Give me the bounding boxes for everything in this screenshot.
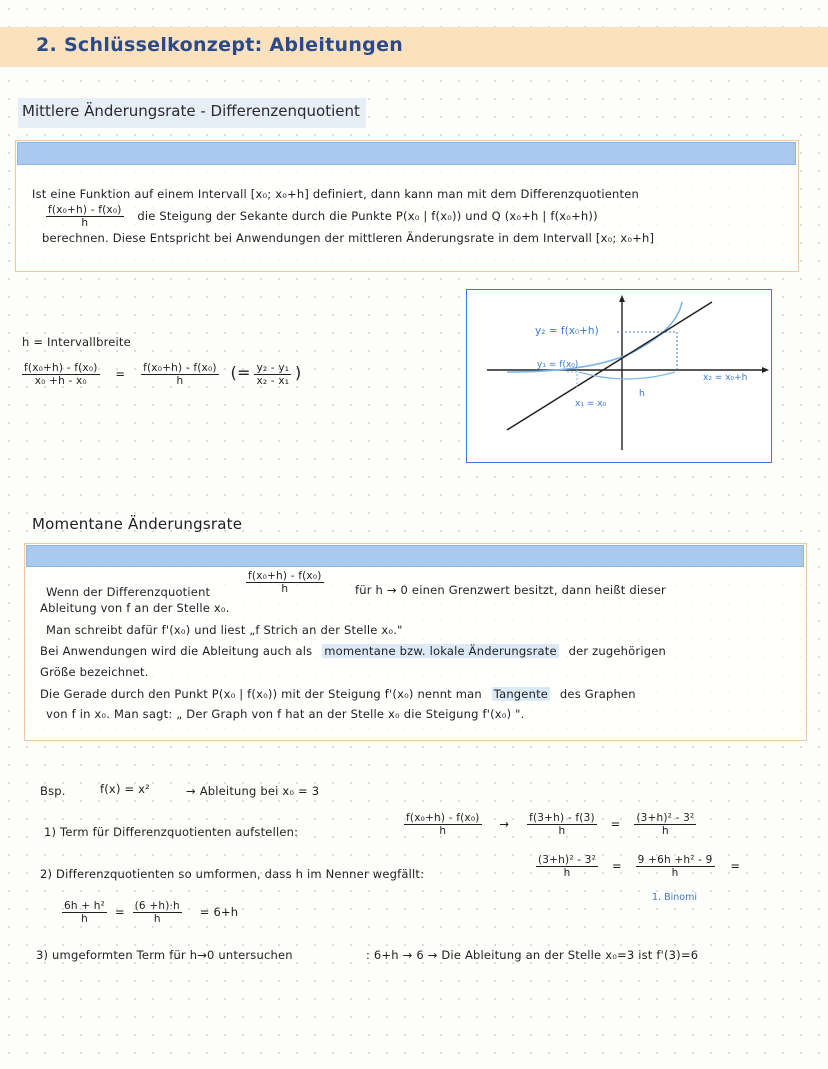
step1-text: 1) Term für Differenzquotienten aufstellen: xyxy=(44,825,299,839)
highlight-momentary-rate: momentane bzw. lokale Änderungsrate xyxy=(324,644,557,658)
step2-formula: $\frac{\text{(3+h)² - 3²}}{h}$ = $\frac{\text{9 +6h +h² - 9}}{h}$ = xyxy=(538,854,741,879)
mean-rate-formula: $\frac{\text{f(x₀+h) - f(x₀)}}{\text{x₀ +h - x₀}}$ = $\frac{\text{f(x₀+h) - f(x₀)}}{h}$ (= $\frac{\text{y₂ - y₁}}{\text{x₂ - x₁}}$ ) xyxy=(24,362,302,387)
section-heading-momentary-rate: Momentane Änderungsrate xyxy=(32,515,243,533)
interval-width-label: h = Intervallbreite xyxy=(22,335,131,349)
def2-line6: Die Gerade durch den Punkt P(x₀ | f(x₀)) mit der Steigung f'(x₀) nennt man Tangente des Graphen xyxy=(40,687,636,701)
secant-graph xyxy=(466,289,772,463)
x-axis-arrow xyxy=(762,367,769,373)
example-label: Bsp. xyxy=(40,784,66,798)
y2-label: y₂ = f(x₀+h) xyxy=(535,325,599,337)
def2-line3: Man schreibt dafür f'(x₀) und liest „f Strich an der Stelle x₀." xyxy=(46,623,403,637)
momentary-fraction: $\frac{\text{f(x₀+h) - f(x₀)}}{h}$ xyxy=(248,570,322,595)
def2-line2: Ableitung von f an der Stelle x₀. xyxy=(40,601,230,615)
h-brace xyxy=(579,372,675,379)
def2-line1b: für h → 0 einen Grenzwert besitzt, dann heißt dieser xyxy=(355,583,666,597)
step2-text: 2) Differenzquotienten so umformen, dass h im Nenner wegfällt: xyxy=(40,867,425,881)
h-label: h xyxy=(639,389,645,399)
section-heading-mean-rate: Mittlere Änderungsrate - Differenzenquotient xyxy=(18,98,366,128)
def2-line7: von f in x₀. Man sagt: „ Der Graph von f hat an der Stelle x₀ die Steigung f'(x₀) ". xyxy=(46,707,525,721)
def1-line1: Ist eine Funktion auf einem Intervall [x₀; x₀+h] definiert, dann kann man mit dem Differenzquotienten xyxy=(32,187,639,201)
step3-result: : 6+h → 6 → Die Ableitung an der Stelle x₀=3 ist f'(3)=6 xyxy=(366,948,699,962)
highlight-tangent: Tangente xyxy=(493,687,549,701)
step1-formula: $\frac{\text{f(x₀+h) - f(x₀)}}{h}$ → $\frac{f(3+h) - f(3)}{h}$ = $\frac{\text{(3+h)² - 3²}}{h}$ xyxy=(406,812,695,837)
def1-line3: berechnen. Diese Entspricht bei Anwendungen der mittleren Änderungsrate in dem Intervall [x₀; x₀+h] xyxy=(42,231,655,245)
step3-text: 3) umgeformten Term für h→0 untersuchen xyxy=(36,948,293,962)
example-function: f(x) = x² xyxy=(100,782,150,796)
binomi-note: 1. Binomi xyxy=(652,892,697,903)
example-target: → Ableitung bei x₀ = 3 xyxy=(186,784,320,798)
def2-line5: Größe bezeichnet. xyxy=(40,665,149,679)
page-title: 2. Schlüsselkonzept: Ableitungen xyxy=(36,34,404,56)
y-axis-arrow xyxy=(619,295,625,302)
definition-bar-1 xyxy=(17,142,796,165)
def2-line1a: Wenn der Differenzquotient xyxy=(46,585,211,599)
difference-quotient: $\frac{\text{f(x₀+h) - f(x₀)}}{h}$ xyxy=(48,204,122,229)
x2-label: x₂ = x₀+h xyxy=(703,373,748,383)
step2b-formula: $\frac{\text{6h + h²}}{h}$ = $\frac{(6 +h)\cdot h}{h}$ = 6+h xyxy=(64,900,239,925)
y1-label: y₁ = f(x₀) xyxy=(537,360,579,370)
secant-graph-svg xyxy=(467,290,771,462)
def1-line2: $\frac{\text{f(x₀+h) - f(x₀)}}{h}$ die Steigung der Sekante durch die Punkte P(x₀ | f(x₀)) und Q (x₀+h | f(x₀+h)) xyxy=(48,204,598,229)
def2-line4: Bei Anwendungen wird die Ableitung auch als momentane bzw. lokale Änderungsrate der zugehörigen xyxy=(40,644,666,658)
definition-bar-2 xyxy=(26,545,804,567)
x1-label: x₁ = x₀ xyxy=(575,399,607,409)
